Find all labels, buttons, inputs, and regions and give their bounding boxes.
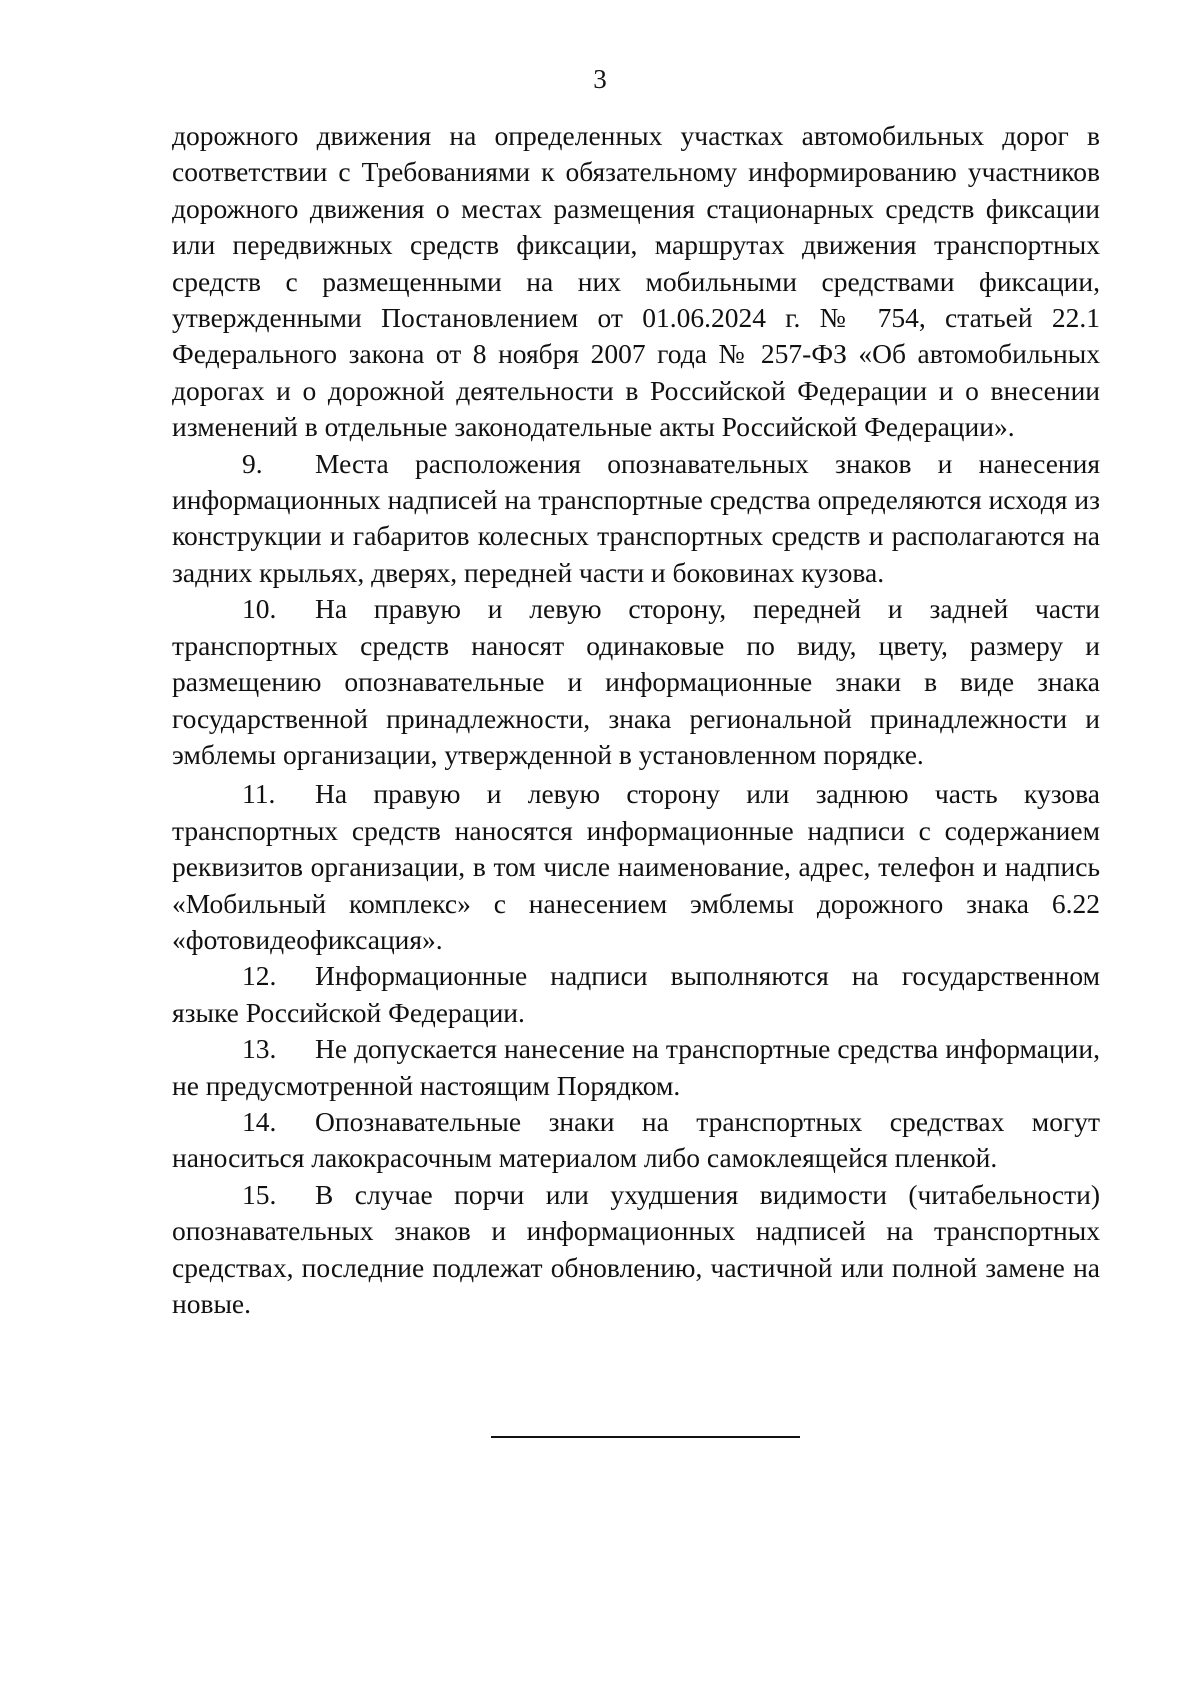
paragraph-12 [172, 958, 1100, 1031]
paragraph-text: Места расположения опознавательных знаков и нанесения информационных надписей на транспортные средства определяются исходя из конструкции и габаритов колесных транспортных средств и располагаются на задних крыльях, дверях, передней части и боковинах кузова. [172, 447, 1100, 588]
paragraph-number: 11. [242, 778, 276, 810]
paragraph-13 [172, 1031, 1100, 1104]
paragraph-text: На правую и левую сторону или заднюю часть кузова транспортных средств наносятся информационные надписи с содержанием реквизитов организации, в том числе наименование, адрес, телефон и надпись «Мобильный комплекс» с нанесением эмблемы дорожного знака 6.22 «фотовидеофиксация». [172, 778, 1100, 955]
paragraph-text: Опознавательные знаки на транспортных средствах могут наноситься лакокрасочным материалом либо самоклеящейся пленкой. [172, 1105, 1100, 1174]
page-number: 3 [593, 64, 607, 94]
end-of-document-divider [491, 1436, 800, 1438]
paragraph-14 [172, 1104, 1100, 1177]
paragraph-number: 12. [242, 960, 277, 992]
paragraph-text: На правую и левую сторону, передней и задней части транспортных средств наносят одинаковые по виду, цвету, размеру и размещению опознавательные и информационные знаки в виде знака государственной принадлежности, знака региональной принадлежности и эмблемы организации, утвержденной в установленном порядке. [172, 593, 1100, 770]
paragraph-11 [172, 776, 1100, 958]
paragraph-text: дорожного движения на определенных участках автомобильных дорог в соответствии с Требованиями к обязательному информированию участников дорожного движения о местах размещения стационарных средств фиксации или передвижных средств фиксации, маршрутах движения транспортных средств с размещенными на них мобильными средствами фиксации, утвержденными Постановлением от 01.06.2024 г. № 754, статьей 22.1 Федерального закона от 8 ноября 2007 года № 257-ФЗ «Об автомобильных дорогах и о дорожной деятельности в Российской Федерации и о внесении изменений в отдельные законодательные акты Российской Федерации». [172, 120, 1100, 443]
document-body [172, 118, 1100, 1322]
paragraph-number: 9. [242, 447, 263, 479]
paragraph-text: В случае порчи или ухудшения видимости (читабельности) опознавательных знаков и информационных надписей на транспортных средствах, последние подлежат обновлению, частичной или полной замене на новые. [172, 1178, 1100, 1319]
paragraph-9 [172, 446, 1100, 592]
paragraph-10 [172, 591, 1100, 773]
paragraph-number: 13. [242, 1033, 277, 1065]
paragraph-text: Не допускается нанесение на транспортные средства информации, не предусмотренной настоящим Порядком. [172, 1033, 1100, 1101]
paragraph-continuation [172, 118, 1100, 446]
paragraph-number: 10. [242, 593, 277, 625]
paragraph-text: Информационные надписи выполняются на государственном языке Российской Федерации. [172, 960, 1100, 1028]
paragraph-15 [172, 1177, 1100, 1323]
paragraph-number: 15. [242, 1178, 277, 1210]
paragraph-number: 14. [242, 1105, 277, 1137]
